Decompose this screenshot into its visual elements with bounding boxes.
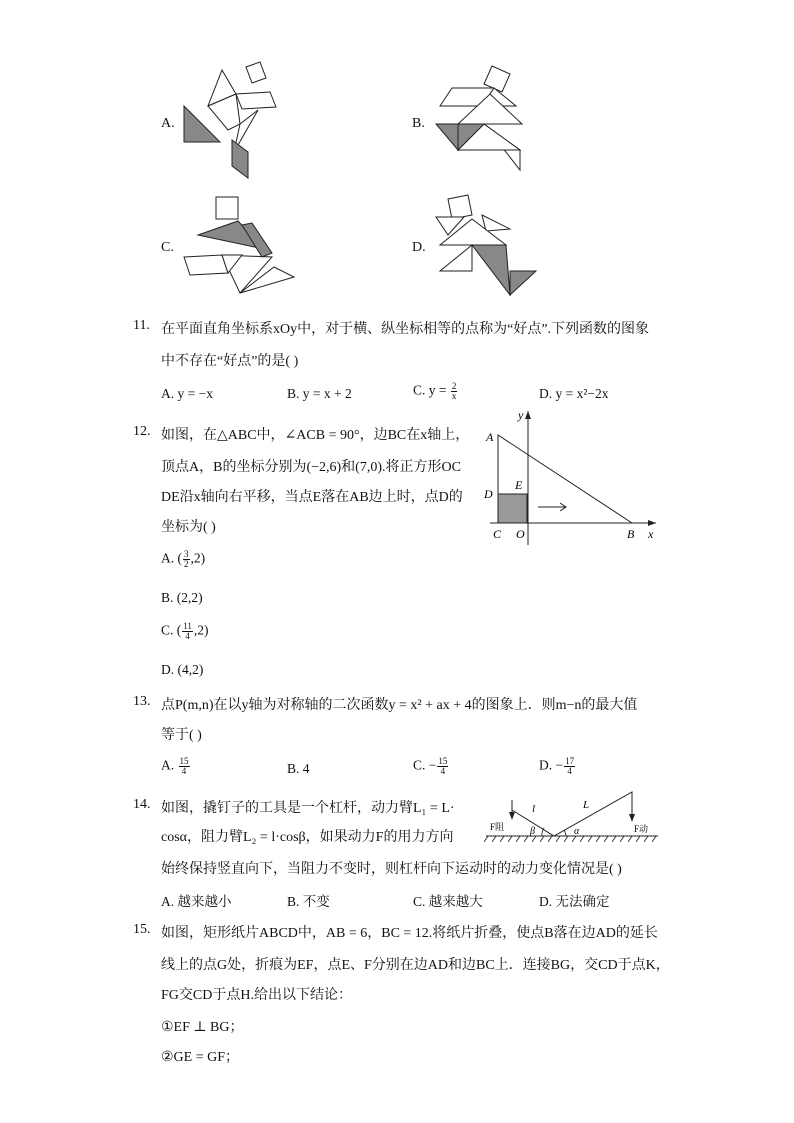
question-13-option-d-prefix: D. − <box>539 757 564 773</box>
tangram-d-shaded-triangle-2 <box>510 271 536 295</box>
question-11-line-2: 中不存在“好点”的是( ) <box>161 354 299 369</box>
tangram-d-shaded-triangle-1 <box>472 245 510 295</box>
question-14-lever-figure <box>484 788 660 848</box>
label-big-l: L <box>583 799 590 811</box>
label-y: y <box>518 408 524 422</box>
question-12-option-c-fraction <box>182 622 193 641</box>
question-14-number: 14. <box>133 797 151 812</box>
question-11-number: 11. <box>133 318 150 333</box>
question-12-option-d[interactable]: D. (4,2) <box>161 662 204 677</box>
question-12-option-a-suffix: ,2) <box>190 550 206 566</box>
question-14-line-1: 如图，撬钉子的工具是一个杠杆，动力臂L₁ = L· <box>161 801 455 816</box>
question-13-option-a-prefix: A. <box>161 757 175 773</box>
ground-hatch <box>484 836 656 842</box>
label-applied-force: F动 <box>634 824 649 834</box>
question-12-line-4: 坐标为( ) <box>161 520 216 535</box>
label-alpha: α <box>574 826 580 837</box>
tangram-d-square <box>448 195 472 219</box>
fraction-numerator: 11 <box>183 621 192 631</box>
question-15-conclusion-1: ①EF ⊥ BG； <box>161 1020 244 1035</box>
fraction-denominator: 4 <box>181 766 187 776</box>
question-12-line-1: 如图，在△ABC中，∠ACB = 90°，边BC在x轴上， <box>161 428 470 443</box>
label-e: E <box>515 478 523 492</box>
y-axis-arrow <box>525 411 531 419</box>
x-axis-arrow <box>648 520 656 526</box>
label-a: A <box>486 430 494 444</box>
question-15-number: 15. <box>133 922 151 937</box>
fraction-denominator: x <box>451 391 457 401</box>
fraction-numerator: 15 <box>179 756 189 766</box>
question-11-option-a[interactable]: A. y = −x <box>161 386 213 401</box>
tangram-option-c-label: C. <box>161 240 174 255</box>
tangram-a-shaded-parallelogram <box>232 140 248 178</box>
question-15-line-3: FG交CD于点H.给出以下结论： <box>161 988 352 1003</box>
fraction-numerator: 2 <box>451 381 457 391</box>
tangram-figure-a <box>180 62 280 182</box>
resistance-force-arrow <box>509 812 515 820</box>
question-13-option-c[interactable] <box>413 757 449 776</box>
tangram-option-a-label: A. <box>161 116 175 131</box>
applied-force-arrow <box>629 814 635 822</box>
label-x: x <box>648 527 654 541</box>
question-12-option-a-prefix: A. ( <box>161 550 182 566</box>
label-d: D <box>484 487 493 501</box>
question-11-line-1: 在平面直角坐标系xOy中，对于横、纵坐标相等的点称为“好点”.下列函数的图象 <box>161 322 650 337</box>
question-13-option-d-fraction <box>564 757 575 776</box>
question-14-line-3: 始终保持竖直向下，当阻力不变时，则杠杆向下运动时的动力变化情况是( ) <box>161 862 622 877</box>
question-14-option-b[interactable]: B. 不变 <box>287 894 330 909</box>
question-15-conclusion-2: ②GE = GF； <box>161 1050 240 1065</box>
question-12-line-2: 顶点A，B的坐标分别为(−2,6)和(7,0).将正方形OC <box>161 460 461 475</box>
fraction-denominator: 2 <box>184 559 189 569</box>
fraction-numerator: 3 <box>184 549 189 559</box>
question-14-option-a[interactable]: A. 越来越小 <box>161 894 232 909</box>
question-11-option-c[interactable] <box>413 382 458 401</box>
tangram-figure-b <box>436 66 526 176</box>
question-12-figure <box>478 405 663 545</box>
question-13-option-a[interactable] <box>161 757 191 776</box>
alpha-arc <box>564 830 566 836</box>
question-14-option-d[interactable]: D. 无法确定 <box>539 894 610 909</box>
tangram-c-square <box>216 197 238 219</box>
fraction-denominator: 4 <box>440 766 446 776</box>
tangram-a-parallelogram <box>236 92 276 109</box>
question-12-option-b[interactable]: B. (2,2) <box>161 590 203 605</box>
tangram-d-triangle-2 <box>482 215 510 231</box>
question-13-line-1: 点P(m,n)在以y轴为对称轴的二次函数y = x² + ax + 4的图象上．则m−n的最大值 <box>161 698 638 713</box>
question-11-option-b[interactable]: B. y = x + 2 <box>287 386 352 401</box>
tangram-option-b-label: B. <box>412 116 425 131</box>
question-13-option-a-fraction <box>179 757 190 776</box>
tangram-c-parallelogram <box>184 255 228 275</box>
question-13-option-d[interactable] <box>539 757 576 776</box>
question-12-option-c[interactable] <box>161 622 209 641</box>
fraction-denominator: 4 <box>567 766 572 776</box>
question-12-line-3: DE沿x轴向右平移，当点E落在AB边上时，点D的 <box>161 490 463 505</box>
label-c: C <box>493 527 502 541</box>
question-11-option-c-fraction <box>451 382 458 401</box>
question-12-number: 12. <box>133 424 151 439</box>
label-l: l <box>532 803 536 815</box>
fraction-denominator: 4 <box>185 631 190 641</box>
fraction-numerator: 15 <box>438 756 448 766</box>
fraction-numerator: 17 <box>565 756 575 766</box>
question-13-option-b[interactable]: B. 4 <box>287 761 310 776</box>
question-13-option-c-prefix: C. − <box>413 757 437 773</box>
tangram-b-shaded-triangle-1 <box>436 124 458 150</box>
question-12-option-c-prefix: C. ( <box>161 622 182 638</box>
label-b: B <box>627 527 635 541</box>
question-12-option-a-fraction <box>183 550 190 569</box>
question-11-option-c-prefix: C. y = <box>413 382 447 398</box>
question-12-option-c-suffix: ,2) <box>193 622 209 638</box>
tangram-a-square <box>246 62 266 83</box>
question-13-line-2: 等于( ) <box>161 728 202 743</box>
label-beta: β <box>530 826 535 837</box>
tangram-figure-d <box>436 195 540 299</box>
label-resistance-force: F阻 <box>490 822 505 832</box>
question-11-option-d[interactable]: D. y = x²−2x <box>539 386 609 401</box>
tangram-figure-c <box>182 195 297 295</box>
question-14-line-2: cosα，阻力臂L₂ = l·cosβ，如果动力F的用力方向 <box>161 830 454 845</box>
question-13-option-c-fraction <box>437 757 448 776</box>
question-13-number: 13. <box>133 694 151 709</box>
question-15-line-2: 线上的点G处，折痕为EF，点E、F分别在边AD和边BC上．连接BG，交CD于点K， <box>161 958 670 973</box>
tangram-d-triangle-4 <box>440 245 472 271</box>
square-ocde <box>498 494 527 523</box>
question-12-option-a[interactable] <box>161 550 205 569</box>
label-o: O <box>516 527 525 541</box>
tangram-option-d-label: D. <box>412 240 426 255</box>
question-14-option-c[interactable]: C. 越来越大 <box>413 894 483 909</box>
question-15-line-1: 如图，矩形纸片ABCD中，AB = 6，BC = 12.将纸片折叠，使点B落在边AD的延长 <box>161 926 658 941</box>
